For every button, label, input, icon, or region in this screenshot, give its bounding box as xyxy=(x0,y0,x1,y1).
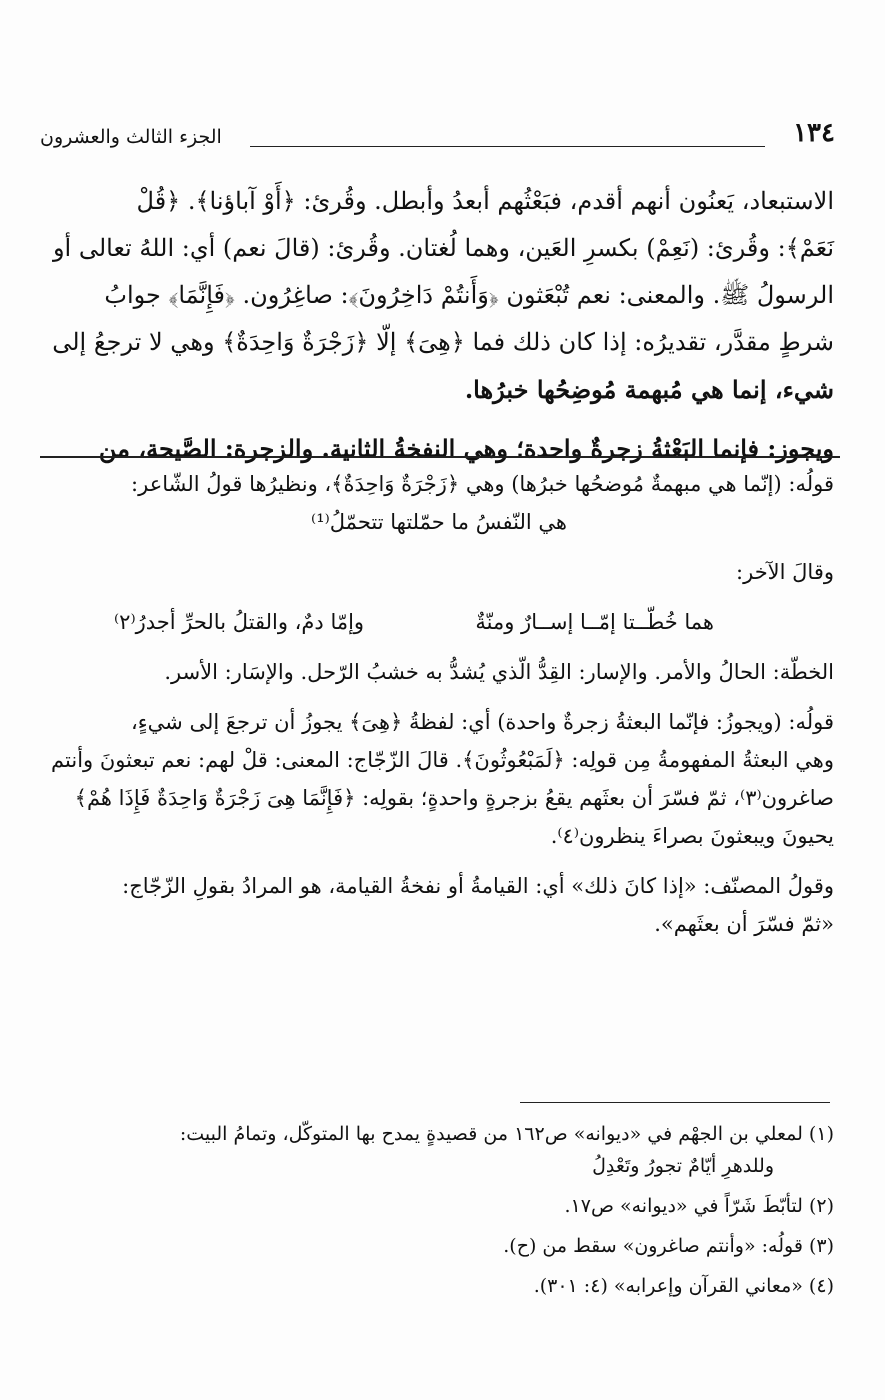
main-line: نَعَمْ﴾: وقُرئ: (نَعِمْ) بكسرِ العَين، وهما لُغتان. وقُرئ: (قالَ نعم) أي: اللهُ تعالى أو xyxy=(52,234,834,262)
commentary-line: «ثمّ فسّرَ أن بعثَهم». xyxy=(654,912,834,936)
main-line: شيء، إنما هي مُبهمة مُوضِحُها خبرُها. xyxy=(464,375,834,404)
verse-hemistich: هما خُطّــتا إمّــا إســارٌ ومنّةٌ xyxy=(475,610,714,634)
commentary-paragraph: الخطّة: الحالُ والأمر. والإسار: القِدُّ الّذي يُشدُّ به خشبُ الرّحل. والإسَار: الأسر. xyxy=(164,660,834,684)
footnote: (٤) «معاني القرآن وإعرابه» (٤: ٣٠١). xyxy=(533,1275,834,1297)
running-title: الجزء الثالث والعشرون xyxy=(40,126,222,148)
footnote: (٣) قولُه: «وأنتم صاغرون» سقط من (ح). xyxy=(503,1235,834,1257)
commentary-line: قولُه: (ويجوزُ: فإنّما البعثةُ زجرةٌ واحدة) أي: لفظةُ ﴿هِىَ﴾ يجوزُ أن ترجعَ إلى شيءٍ، xyxy=(131,710,834,734)
commentary-paragraph: وقالَ الآخر: xyxy=(736,560,834,584)
footnote: (٢) لتأبّطَ شَرّاً في «ديوانه» ص١٧. xyxy=(564,1195,834,1217)
footnote-verse: وللدهرِ أيّامٌ تجورُ وتَعْدِلُ xyxy=(592,1155,774,1177)
commentary-line: صاغرون⁽٣⁾، ثمّ فسّرَ أن بعثَهم يقعُ بزجرةٍ واحدةٍ؛ بقولِه: ﴿فَإِنَّمَا هِىَ زَجْرَةٌ وَاحِدَةٌ فَإِذَا هُمْ﴾ xyxy=(74,786,834,810)
commentary-line: وهي البعثةُ المفهومةُ مِن قولِه: ﴿لَمَبْعُوثُونَ﴾. قالَ الزّجّاج: المعنى: قلْ لهم: نعم تبعثونَ وأنتم xyxy=(51,748,834,772)
main-line: شرطٍ مقدَّر، تقديرُه: إذا كان ذلك فما ﴿هِىَ﴾ إلّا ﴿زَجْرَةٌ وَاحِدَةٌ﴾ وهي لا ترجعُ إلى xyxy=(52,328,834,356)
header-rule xyxy=(250,146,765,147)
page-header xyxy=(40,118,835,162)
footnote-separator xyxy=(520,1102,830,1103)
main-text xyxy=(44,178,834,472)
commentary-line: يحيونَ ويبعثونَ بصراءَ ينظرون⁽٤⁾. xyxy=(550,824,834,848)
verse: هي النّفسُ ما حمّلتها تتحمّلُ⁽¹⁾ xyxy=(311,510,567,534)
main-line: ويجوز: فإنما البَعْثةُ زجرةٌ واحدة؛ وهي النفخةُ الثانية. والزجرة: الصَّيحة، من xyxy=(98,434,834,463)
main-line: الرسولُ ﷺ. والمعنى: نعم تُبْعَثون ﴿وَأَنتُمْ دَاخِرُونَ﴾: صاغِرُون. ﴿فَإِنَّمَا﴾ جوابُ xyxy=(104,281,834,309)
main-line: الاستبعاد، يَعنُون أنهم أقدم، فبَعْثُهم أبعدُ وأبطل. وقُرئ: ﴿أَوْ آباؤنا﴾. ﴿قُلْ xyxy=(136,187,834,215)
commentary xyxy=(44,465,834,943)
footnote: (١) لمعلي بن الجهْم في «ديوانه» ص١٦٢ من قصيدةٍ يمدح بها المتوكّل، وتمامُ البيت: xyxy=(179,1123,834,1145)
verse xyxy=(44,603,834,641)
page-number: ١٣٤ xyxy=(793,118,835,148)
verse-hemistich: وإمّا دمٌ، والقتلُ بالحرِّ أجدرُ⁽٢⁾ xyxy=(114,610,365,634)
commentary-line: وقولُ المصنّف: «إذا كانَ ذلك» أي: القيامةُ أو نفخةُ القيامة، هو المرادُ بقولِ الزّجّاج: xyxy=(122,874,834,898)
main-text-separator xyxy=(40,456,840,458)
footnotes xyxy=(44,1118,834,1302)
commentary-paragraph: قولُه: (إنّما هي مبهمةٌ مُوضحُها خبرُها) وهي ﴿زَجْرَةٌ وَاحِدَةٌ﴾، ونظيرُها قولُ الشّاعر: xyxy=(131,472,834,496)
